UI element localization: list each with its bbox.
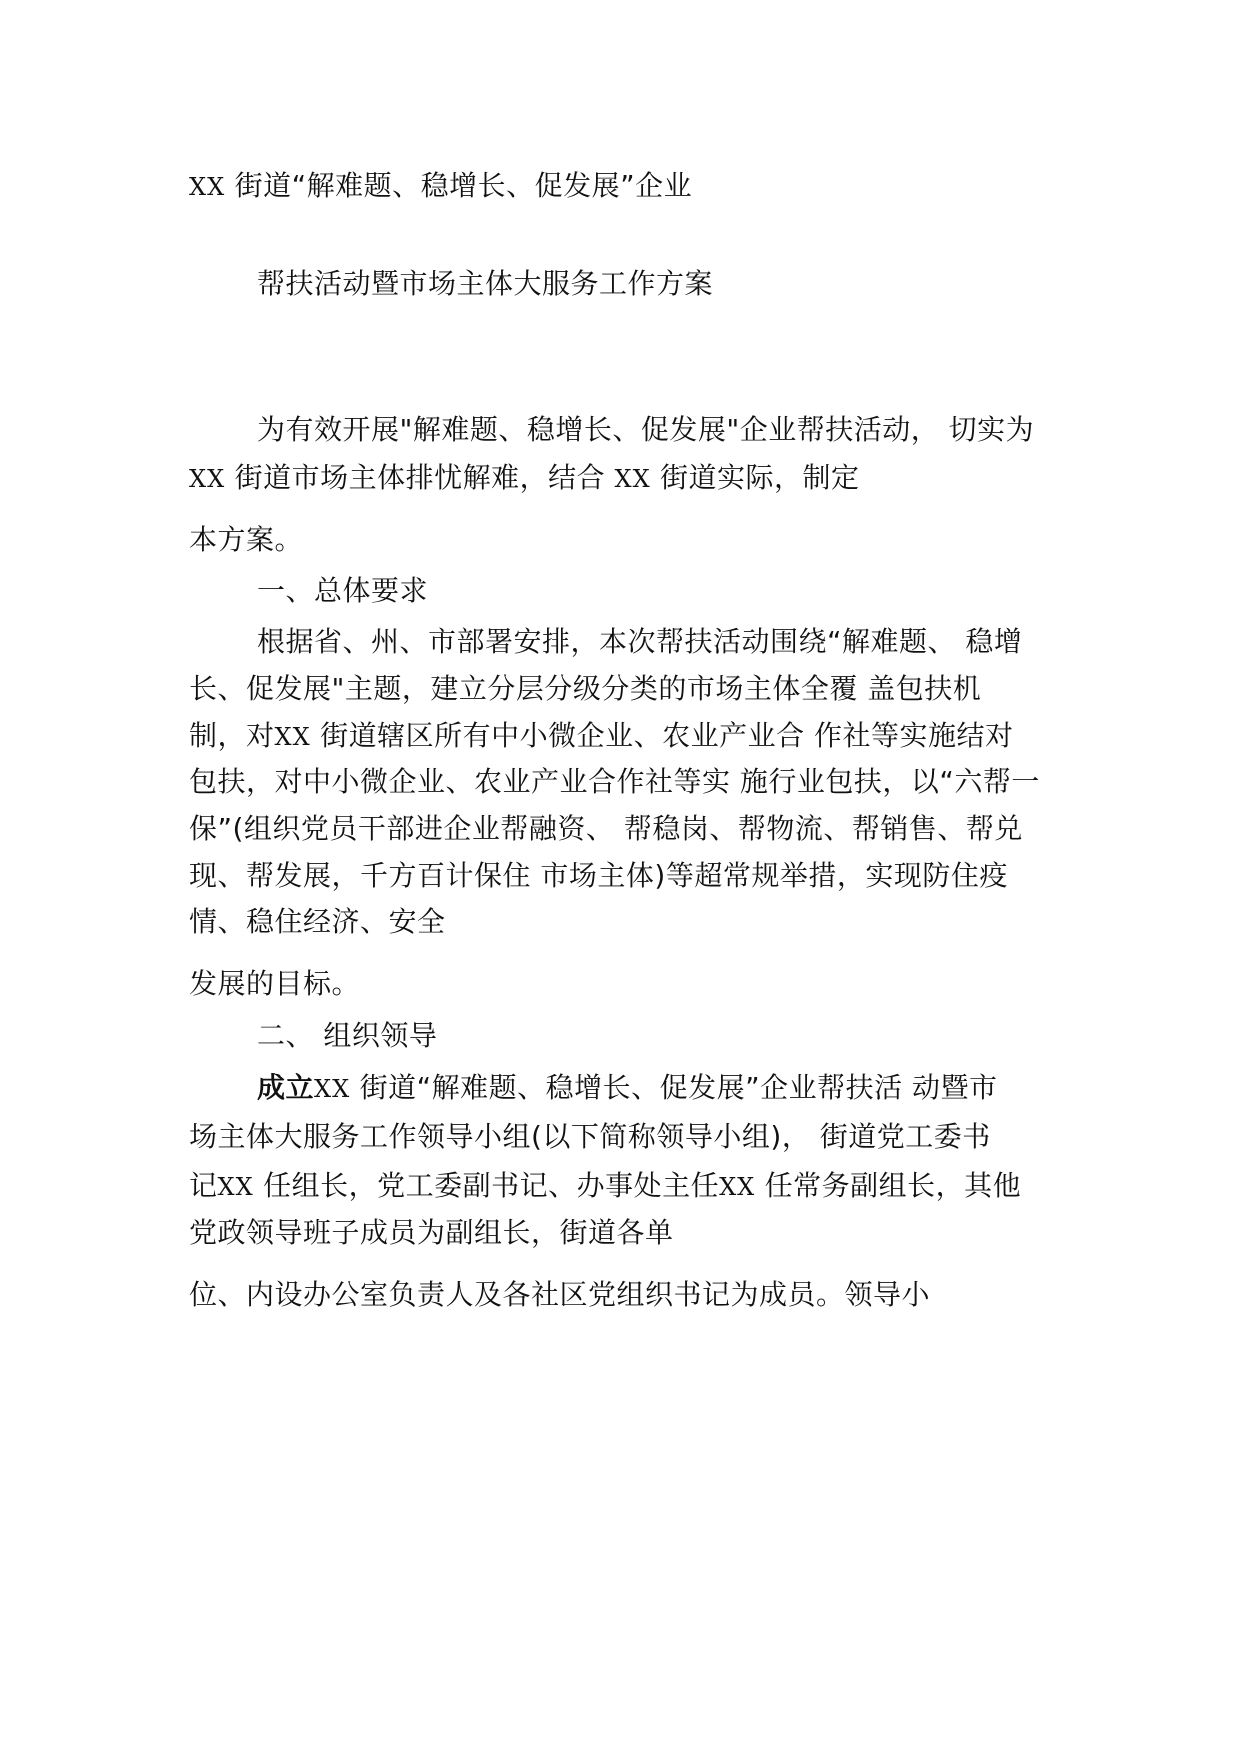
section-1-line-1: 根据省、州、市部署安排，本次帮扶活动围绕“解难题、 稳增: [257, 625, 1023, 658]
section-1-line-3-b: 街道辖区所有中小微企业、农业产业合 作社等实施结对: [310, 719, 1014, 752]
section-1-heading: 一、总体要求: [257, 574, 429, 607]
section-1-line-8: 发展的目标。: [189, 967, 361, 1000]
placeholder-xx: XX: [189, 173, 226, 201]
title-line-1: [189, 166, 692, 207]
section-1-line-7: 情、稳住经济、安全: [189, 905, 446, 938]
placeholder-xx: XX: [314, 1075, 351, 1103]
intro-line-2-mid: 街道市场主体排忧解难，结合: [225, 461, 615, 494]
placeholder-xx: XX: [274, 723, 311, 751]
section-2-line-3-a: 记: [189, 1169, 218, 1202]
placeholder-xx: XX: [217, 1173, 254, 1201]
section-1-line-6: 现、帮发展，千方百计保住 市场主体)等超常规举措，实现防住疫: [189, 859, 1008, 892]
section-2-heading: 二、 组织领导: [257, 1019, 438, 1052]
section-2-line-3-c: 任常务副组长，其他: [755, 1169, 1022, 1202]
section-2-line-4: 党政领导班子成员为副组长，街道各单: [189, 1216, 674, 1249]
title-line-2: 帮扶活动暨市场主体大服务工作方案: [257, 267, 714, 300]
intro-line-2: [189, 458, 860, 499]
section-2-line-3: [189, 1166, 1021, 1207]
section-2-line-5: 位、内设办公室负责人及各社区党组织书记为成员。领导小: [189, 1278, 931, 1311]
section-1-line-3-a: 制，对: [189, 719, 275, 752]
intro-line-2-end: 街道实际，制定: [650, 461, 860, 494]
section-2-line-1-rest: 街道“解难题、稳增长、促发展”企业帮扶活 动暨市: [350, 1071, 998, 1104]
section-2-line-2: 场主体大服务工作领导小组(以下简称领导小组)， 街道党工委书: [189, 1120, 991, 1153]
section-1-line-5: 保”(组织党员干部进企业帮融资、 帮稳岗、帮物流、帮销售、帮兑: [189, 812, 1023, 845]
section-1-line-2: 长、促发展"主题，建立分层分级分类的市场主体全覆 盖包扶机: [189, 672, 982, 705]
section-2-line-1: [257, 1068, 998, 1109]
placeholder-xx: XX: [719, 1173, 756, 1201]
section-2-line-3-b: 任组长，党工委副书记、办事处主任: [253, 1169, 720, 1202]
intro-line-1: 为有效开展"解难题、稳增长、促发展"企业帮扶活动， 切实为: [257, 413, 1035, 446]
section-2-line-1-bold: 成立: [257, 1071, 315, 1104]
intro-line-3: 本方案。: [189, 523, 304, 556]
section-1-line-3: [189, 716, 1014, 757]
section-1-line-4: 包扶，对中小微企业、农业产业合作社等实 施行业包扶，以“六帮一: [189, 765, 1040, 798]
title-line-1-text: 街道“解难题、稳增长、促发展”企业: [225, 169, 693, 202]
placeholder-xx: XX: [614, 465, 651, 493]
placeholder-xx: XX: [189, 465, 226, 493]
